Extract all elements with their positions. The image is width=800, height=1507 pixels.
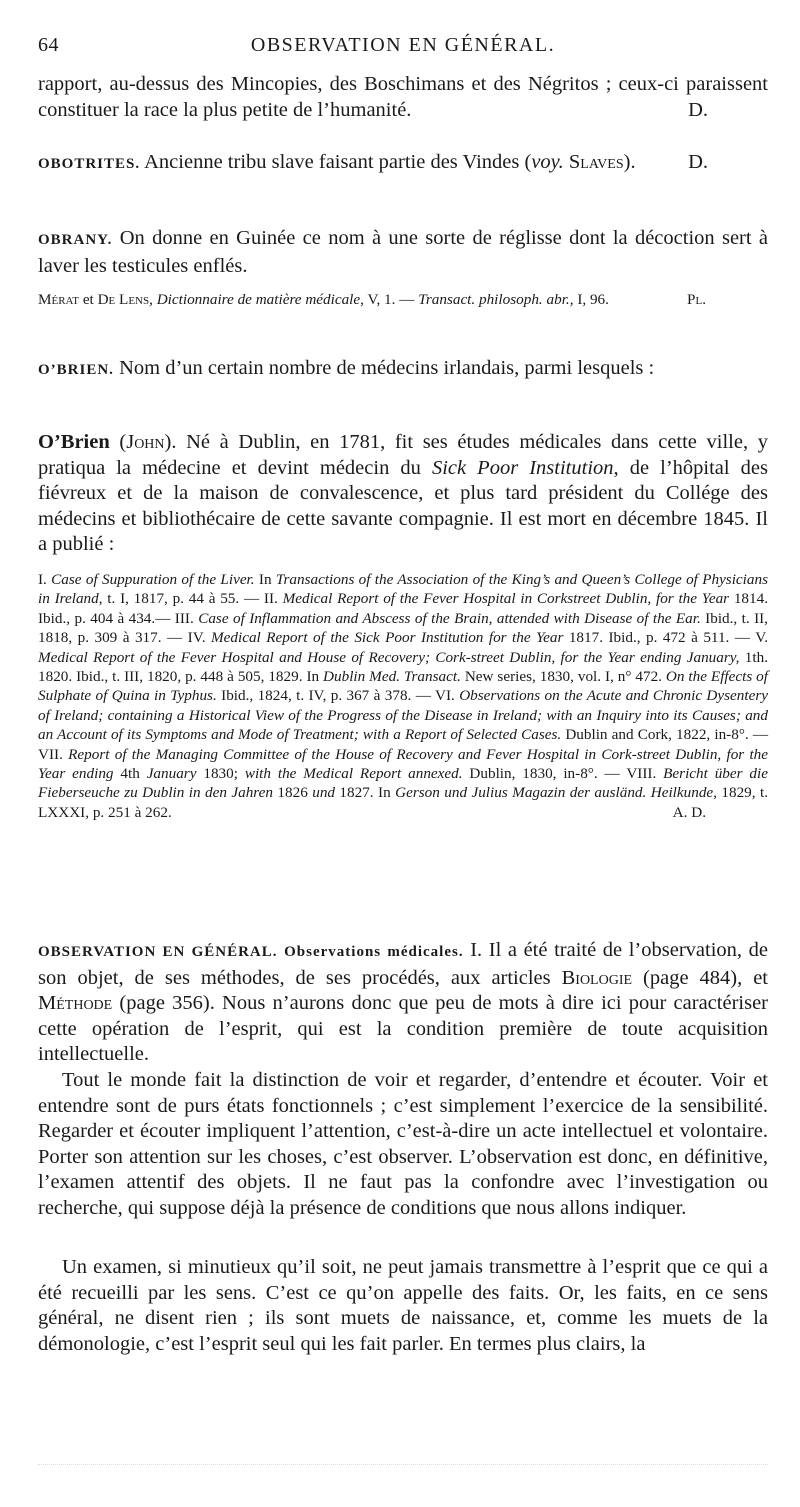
entry-obotrites bbox=[38, 150, 768, 178]
paragraph-text: Un examen, si minutieux qu’il soit, ne peut jamais transmettre à l’esprit que ce qui a été recueilli par les sens. C’est ce qu’on appelle des faits. Or, les faits, en ce sens général, ne disent rien ; ils sont muets de naissance, et, comme les muets de la démonologie, c’est l’esprit seul qui les fait parler. En termes plus clairs, la bbox=[38, 1256, 768, 1355]
biblio-signature: A. D. bbox=[672, 803, 706, 821]
bio-text: . Né à Dublin, en 1781, fit ses études médicales dans cette ville, y pratiqua la médecine et devint médecin du bbox=[38, 431, 768, 479]
biblio-title: Medical Report of the Sick Poor Institution for the Year bbox=[211, 629, 564, 647]
entry-text: Ancienne tribu slave faisant partie des Vindes ( bbox=[140, 151, 532, 173]
biblio-ref: Ibid., t. II, 1818, p. 309 à 317. — IV. bbox=[38, 609, 768, 647]
biblio-ref: In bbox=[254, 571, 276, 588]
ref-sep: et bbox=[79, 291, 98, 308]
biblio-ref: Dublin and Cork, 1822, in-8°. — VII. bbox=[38, 726, 769, 763]
observation-paragraph-2 bbox=[38, 1068, 768, 1221]
scan-artifact bbox=[38, 1464, 768, 1471]
biblio-title: with the Medical Report annexed. bbox=[244, 765, 463, 783]
cross-ref-biologie: Biologie bbox=[561, 966, 633, 989]
obrany-reference bbox=[38, 290, 768, 309]
biblio-ref: Ibid., 1824, t. IV, p. 367 à 378. — VI. bbox=[216, 687, 460, 705]
biblio-title: Report of the Managing Committee of the House of Recovery and Fever Hospital in Cork-street Dublin, for the Year ending bbox=[38, 745, 768, 783]
biblio-ref: 1827. In bbox=[335, 784, 396, 802]
bibliography bbox=[38, 570, 768, 822]
intro-paragraph bbox=[38, 72, 768, 123]
institution-name: Sick Poor Institution bbox=[431, 456, 614, 479]
intro-text: rapport, au-dessus des Mincopies, des Boschimans et des Négritos ; ceux-ci paraissent constituer la race la plus petite de l’humanité. bbox=[38, 73, 768, 121]
biblio-journal: Dublin Med. Transact. bbox=[323, 668, 461, 686]
entry-obrany bbox=[38, 226, 768, 279]
biblio-title: On the Effects of Sulphate of Quina in Typhus. bbox=[38, 668, 768, 705]
entry-term: O’BRIEN. bbox=[38, 362, 114, 378]
entry-obrien-john: O’Brien (John). Né à Dublin, en 1781, fit ses études médicales dans cette ville, y pratiqua la médecine et devint médecin du Sick Poor Institution, de l’hôpital des fiévreux et de la maison de convalescence, et plus tard président du Collége des médecins et bibliothécaire de cette savante compagnie. Il est mort en décembre 1845. Il a publié : bbox=[38, 431, 768, 555]
biblio-number: I. bbox=[38, 571, 52, 588]
biblio-title: Medical Report of the Fever Hospital and House of Recovery; Cork-street Dublin, for the Year ending January, bbox=[38, 648, 740, 666]
entry-term: OBOTRITES. bbox=[38, 156, 141, 172]
biblio-journal: Transactions of the Association of the King’s and Queen’s College of Physicians in Ireland bbox=[38, 571, 768, 608]
ref-title: Transact. philosoph. abr. bbox=[418, 291, 570, 308]
entry-text-end: ). bbox=[623, 151, 636, 173]
biblio-ref: 1830; bbox=[196, 765, 245, 783]
paragraph-text: (page 484), et bbox=[632, 966, 768, 989]
page-number: 64 bbox=[38, 34, 59, 56]
entry-signature: D. bbox=[688, 151, 708, 173]
paragraph-text: (page 356). Nous n’aurons donc que peu de mots à dire ici pour caractériser cette opération de l’esprit, qui est la condition première de toute acquisition intellectuelle. bbox=[38, 992, 768, 1065]
ref-sep: , bbox=[149, 291, 157, 308]
paragraph-text: Tout le monde fait la distinction de voir et regarder, d’entendre et écouter. Voir et entendre sont de purs états fonctionnels ; c’est simplement l’exercice de la sensibilité. Regarder et écouter impliquent l’attention, c’est-à-dire un acte intellectuel et volontaire. Porter son attention sur les choses, c’est observer. L’observation est donc, en définitive, l’examen attentif des objets. Il ne faut pas la confondre avec l’investigation ou recherche, qui suppose déjà la présence de conditions que nous allons indiquer. bbox=[38, 1069, 768, 1219]
biblio-title: Case of Inflammation and Abscess of the Brain, attended with Disease of the Ear. bbox=[198, 609, 701, 627]
entry-text: On donne en Guinée ce nom à une sorte de réglisse dont la décoction sert à laver les testicules enflés. bbox=[38, 227, 768, 277]
page-header bbox=[38, 34, 768, 58]
entry-observation bbox=[38, 938, 768, 1068]
biblio-title: Medical Report of the Fever Hospital in Corkstreet Dublin, for the Year bbox=[282, 590, 730, 608]
ref-detail: , V, 1. — bbox=[360, 291, 419, 308]
entry-term: OBSERVATION EN GÉNÉRAL. bbox=[38, 944, 278, 960]
person-first-name: John bbox=[126, 431, 165, 453]
bio-text: , de l’hôpital des fiévreux et de la maison de convalescence, et plus tard président du Collége des médecins et bibliothécaire de cette savante compagnie. Il est mort en décembre 1845. Il a publié : bbox=[38, 456, 768, 555]
biblio-ref: 1814. Ibid., p. 404 à 434.— III. bbox=[38, 590, 769, 627]
biblio-ref: , 1829, t. LXXXI, p. 251 à 262. bbox=[38, 784, 768, 821]
biblio-title: January bbox=[146, 765, 197, 783]
ref-author: Mérat bbox=[38, 291, 80, 308]
running-title: OBSERVATION EN GÉNÉRAL. bbox=[250, 34, 556, 56]
entry-obrien bbox=[38, 356, 768, 384]
biblio-ref: 4th bbox=[113, 765, 147, 783]
ref-author: De Lens bbox=[97, 291, 150, 308]
biblio-ref: 1th. 1820. Ibid., t. III, 1820, p. 448 à 505, 1829. In bbox=[38, 648, 768, 686]
voy-ref: voy. bbox=[531, 151, 564, 173]
entry-term: OBRANY. bbox=[38, 232, 113, 248]
entry-subterm: Observations médicales. bbox=[284, 944, 464, 960]
biblio-ref: New series, 1830, vol. I, n° 472. bbox=[460, 668, 666, 686]
biblio-ref: 1817. Ibid., p. 472 à 511. — V. bbox=[563, 629, 768, 647]
ref-title: Dictionnaire de matière médicale bbox=[156, 291, 361, 308]
observation-paragraph-3 bbox=[38, 1255, 768, 1357]
biblio-ref: , t. I, 1817, p. 44 à 55. — II. bbox=[98, 590, 283, 608]
biblio-title: Case of Suppuration of the Liver. bbox=[51, 571, 255, 588]
biblio-ref: 1826 bbox=[272, 784, 313, 802]
biblio-title: und bbox=[312, 784, 335, 802]
entry-text: Nom d’un certain nombre de médecins irlandais, parmi lesquels : bbox=[113, 357, 655, 379]
biblio-journal: Gerson und Julius Magazin der ausländ. Heilkunde bbox=[395, 784, 714, 802]
ref-signature: Pl. bbox=[687, 291, 706, 308]
intro-signature: D. bbox=[688, 98, 708, 121]
cross-ref-slaves: Slaves bbox=[568, 151, 624, 173]
person-name: O’Brien bbox=[38, 431, 110, 453]
paragraph-text: I. Il a été traité de l’observation, de son objet, de ses méthodes, de ses procédés, aux articles bbox=[38, 939, 768, 989]
cross-ref-methode: Méthode bbox=[38, 992, 113, 1014]
biblio-title: Observations on the Acute and Chronic Dysentery of Ireland; containing a Historical View of the Progress of the Disease in Ireland; with an Inquiry into its Causes; and an Account of its Symptoms and Mode of Treatment; with a Report of Selected Cases. bbox=[38, 687, 769, 744]
biblio-title: Bericht über die Fieberseuche zu Dublin in den Jahren bbox=[38, 765, 768, 802]
biblio-ref: Dublin, 1830, in-8°. — VIII. bbox=[462, 765, 664, 783]
ref-detail: , I, 96. bbox=[569, 291, 609, 308]
